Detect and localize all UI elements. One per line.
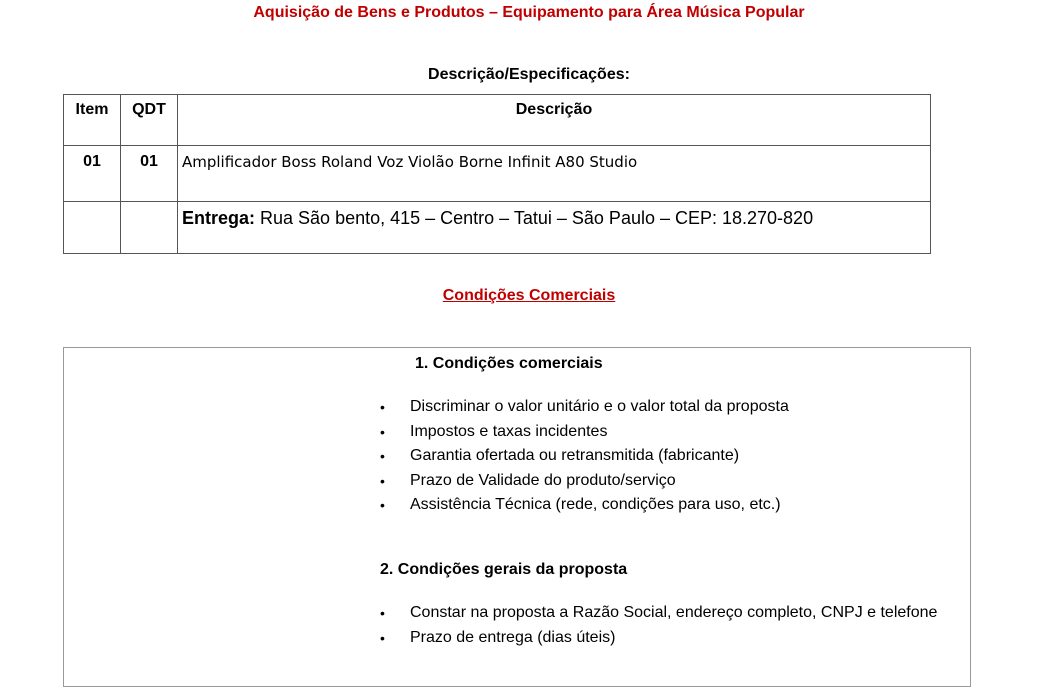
section-1-title: 1. Condições comerciais <box>415 355 603 372</box>
empty-cell <box>64 202 121 254</box>
delivery-address: Rua São bento, 415 – Centro – Tatui – São Paulo – CEP: 18.270-820 <box>255 208 814 228</box>
item-quantity: 01 <box>121 146 178 202</box>
header-description: Descrição <box>178 95 931 146</box>
list-item: • Assistência Técnica (rede, condições para uso, etc.) <box>380 493 940 518</box>
list-item: • Garantia ofertada ou retransmitida (fabricante) <box>380 444 940 469</box>
header-item: Item <box>64 95 121 146</box>
list-item: • Discriminar o valor unitário e o valor total da proposta <box>380 395 940 420</box>
empty-cell <box>121 202 178 254</box>
commercial-conditions-heading: Condições Comerciais <box>442 287 616 304</box>
document-title: Aquisição de Bens e Produtos – Equipamento para Área Música Popular <box>253 4 805 21</box>
list-item: • Prazo de Validade do produto/serviço <box>380 469 940 494</box>
delivery-cell <box>178 202 931 254</box>
conditions-box <box>63 347 971 687</box>
list-item: • Prazo de entrega (dias úteis) <box>380 626 940 651</box>
specifications-heading: Descrição/Especificações: <box>428 66 630 83</box>
section-2-title: 2. Condições gerais da proposta <box>380 561 628 578</box>
list-item: • Impostos e taxas incidentes <box>380 420 940 445</box>
list-item: • Constar na proposta a Razão Social, endereço completo, CNPJ e telefone <box>380 601 940 626</box>
header-qdt: QDT <box>121 95 178 146</box>
delivery-label: Entrega: <box>182 208 256 228</box>
item-description: Amplificador Boss Roland Voz Violão Borne Infinit A80 Studio <box>178 146 931 202</box>
delivery-row <box>64 202 931 254</box>
section-1-list <box>380 395 940 518</box>
section-2-list <box>380 601 940 650</box>
item-number: 01 <box>64 146 121 202</box>
specifications-table <box>63 94 931 254</box>
table-header-row <box>64 95 931 146</box>
table-row <box>64 146 931 202</box>
